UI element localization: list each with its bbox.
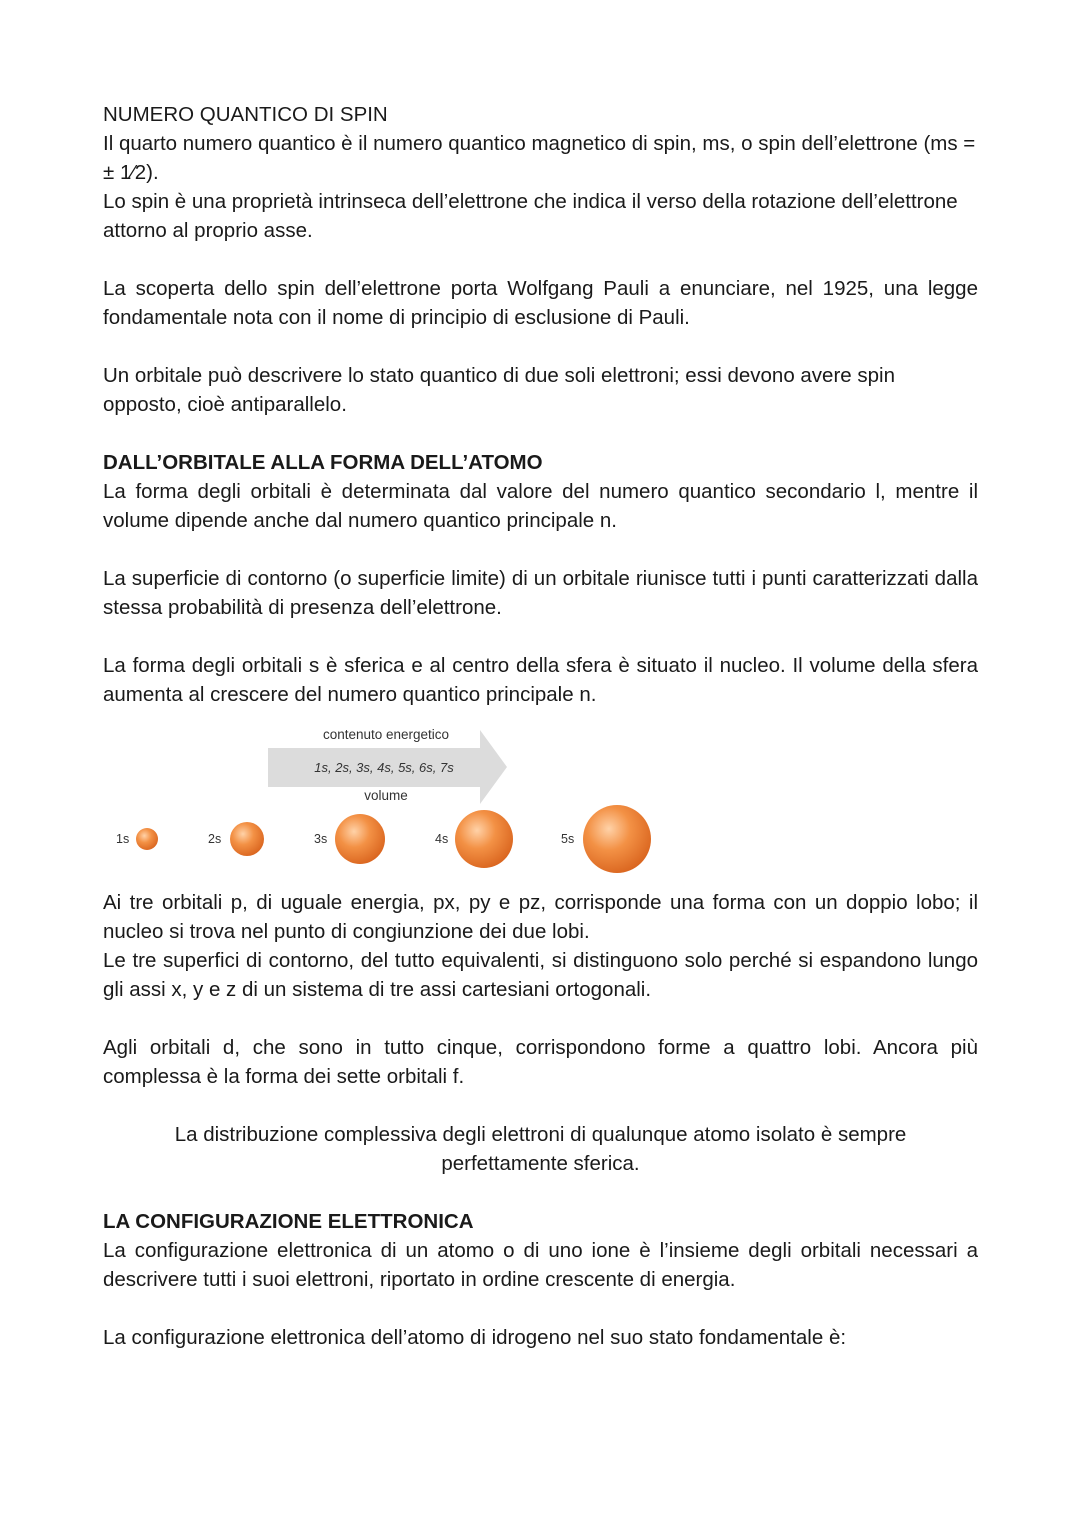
sphere-2s (230, 822, 264, 856)
s-orbitals-diagram (0, 709, 1080, 885)
paragraph-hydrogen-config: La configurazione elettronica dell’atomo di idrogeno nel suo stato fondamentale è: (103, 1326, 847, 1349)
sphere-4s (455, 810, 513, 868)
paragraph-p-orbitals: Ai tre orbitali p, di uguale energia, px, py e pz, corrisponde una forma con un doppio lobo; il nucleo si trova nel punto di congiunzione dei due lobi. (103, 891, 978, 943)
section-title-config: LA CONFIGURAZIONE ELETTRONICA (103, 1210, 474, 1233)
sphere-label-3s: 3s (314, 832, 328, 846)
paragraph-orbital-two-electrons: Un orbitale può descrivere lo stato quantico di due soli elettroni; essi devono avere spin opposto, cioè antiparallelo. (103, 364, 895, 416)
paragraph-d-f-orbitals: Agli orbitali d, che sono in tutto cinque, corrispondono forme a quattro lobi. Ancora più complessa è la forma dei sette orbitali f. (103, 1036, 978, 1088)
sphere-label-2s: 2s (208, 832, 222, 846)
s-orbitals-figure (103, 709, 978, 885)
paragraph-pauli: La scoperta dello spin dell’elettrone porta Wolfgang Pauli a enunciare, nel 1925, una legge fondamentale nota con il nome di principio di esclusione di Pauli. (103, 277, 978, 329)
section-title-spin: NUMERO QUANTICO DI SPIN (103, 103, 388, 126)
sphere-label-5s: 5s (561, 832, 575, 846)
arrow-inner-label: 1s, 2s, 3s, 4s, 5s, 6s, 7s (314, 760, 454, 775)
paragraph-spin-definition: Il quarto numero quantico è il numero quantico magnetico di spin, ms, o spin dell’elettrone (ms = ± 1⁄2). (103, 132, 976, 184)
paragraph-config-definition: La configurazione elettronica di un atomo o di uno ione è l’insieme degli orbitali necessari a descrivere tutti i suoi elettroni, riportato in ordine crescente di energia. (103, 1239, 978, 1291)
paragraph-boundary-surface: La superficie di contorno (o superficie limite) di un orbitale riunisce tutti i punti caratterizzati dalla stessa probabilità di presenza dell’elettrone. (103, 567, 978, 619)
sphere-5s (583, 805, 651, 873)
paragraph-orbital-shape: La forma degli orbitali è determinata dal valore del numero quantico secondario l, mentre il volume dipende anche dal numero quantico principale n. (103, 480, 978, 532)
arrow-bottom-label: volume (364, 788, 408, 803)
paragraph-three-surfaces: Le tre superfici di contorno, del tutto equivalenti, si distinguono solo perché si espandono lungo gli assi x, y e z di un sistema di tre assi cartesiani ortogonali. (103, 949, 978, 1001)
sphere-label-1s: 1s (116, 832, 130, 846)
document-page (103, 100, 978, 1352)
section-title-forma: DALL’ORBITALE ALLA FORMA DELL’ATOMO (103, 451, 543, 474)
sphere-label-4s: 4s (435, 832, 449, 846)
paragraph-s-orbitals: La forma degli orbitali s è sferica e al centro della sfera è situato il nucleo. Il volume della sfera aumenta al crescere del numero quantico principale n. (103, 654, 978, 706)
sphere-1s (136, 828, 158, 850)
sphere-3s (335, 814, 385, 864)
arrow-top-label: contenuto energetico (322, 727, 450, 742)
paragraph-spin-property: Lo spin è una proprietà intrinseca dell’elettrone che indica il verso della rotazione dell’elettrone attorno al proprio asse. (103, 190, 958, 242)
centered-statement: La distribuzione complessiva degli elettroni di qualunque atomo isolato è sempre perfettamente sferica. (174, 1123, 907, 1175)
